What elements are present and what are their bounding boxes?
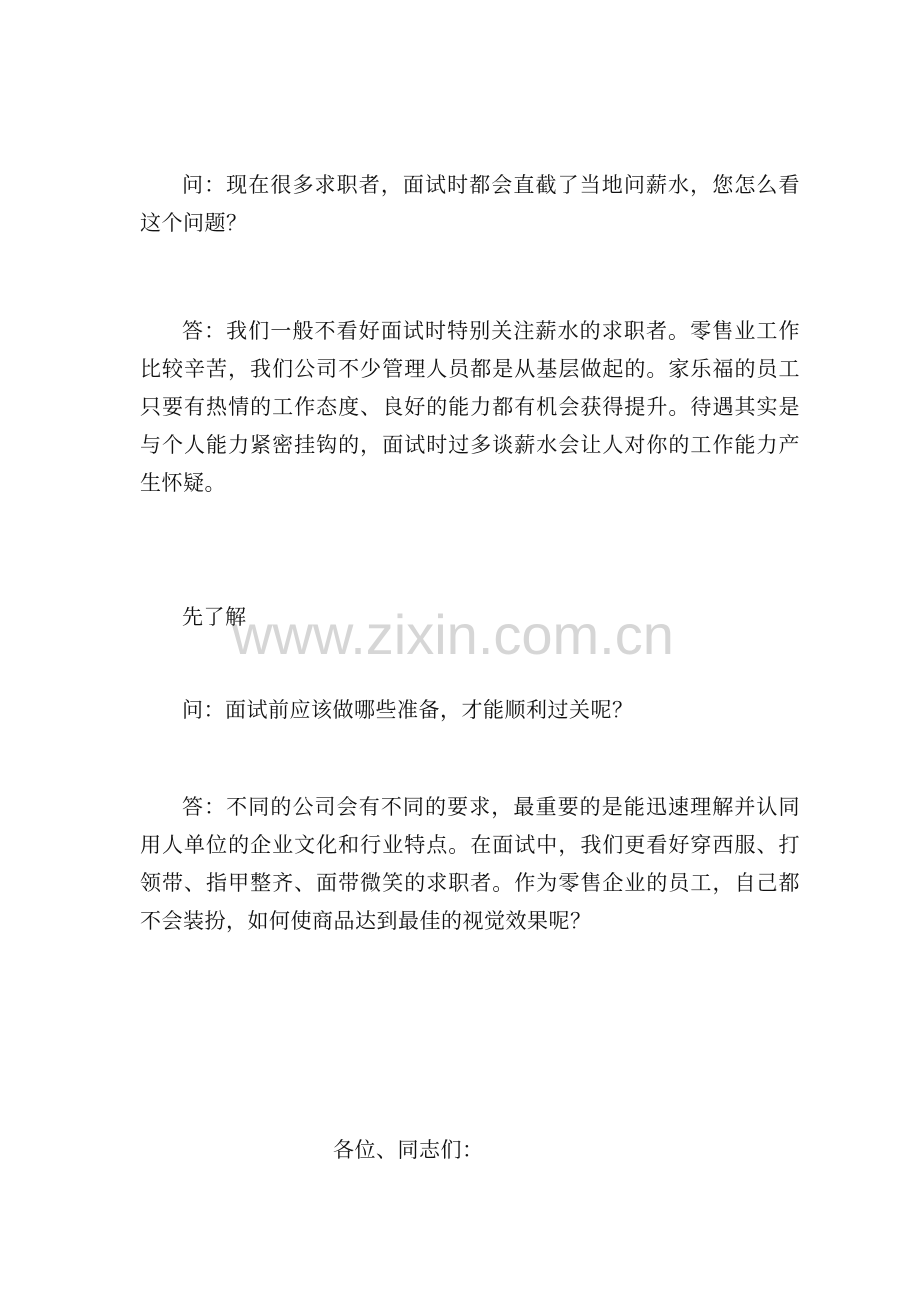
section-heading: 先了解	[182, 605, 247, 629]
salutation: 各位、同志们：	[333, 1138, 484, 1162]
question-preparation: 问：面试前应该做哪些准备，才能顺利过关呢？	[182, 698, 634, 722]
question-salary: 问：现在很多求职者，面试时都会直截了当地问薪水，您怎么看这个问题？	[140, 173, 800, 235]
answer-preparation: 答：不同的公司会有不同的要求，最重要的是能迅速理解并认同用人单位的企业文化和行业特点。在面试中，我们更看好穿西服、打领带、指甲整齐、面带微笑的求职者。作为零售企业的员工，自己都不会装扮，如何使商品达到最佳的视觉效果呢？	[140, 795, 800, 933]
watermark: www.zixin.com.cn	[232, 603, 674, 666]
answer-salary: 答：我们一般不看好面试时特别关注薪水的求职者。零售业工作比较辛苦，我们公司不少管理人员都是从基层做起的。家乐福的员工只要有热情的工作态度、良好的能力都有机会获得提升。待遇其实是与个人能力紧密挂钩的，面试时过多谈薪水会让人对你的工作能力产生怀疑。	[140, 319, 800, 495]
